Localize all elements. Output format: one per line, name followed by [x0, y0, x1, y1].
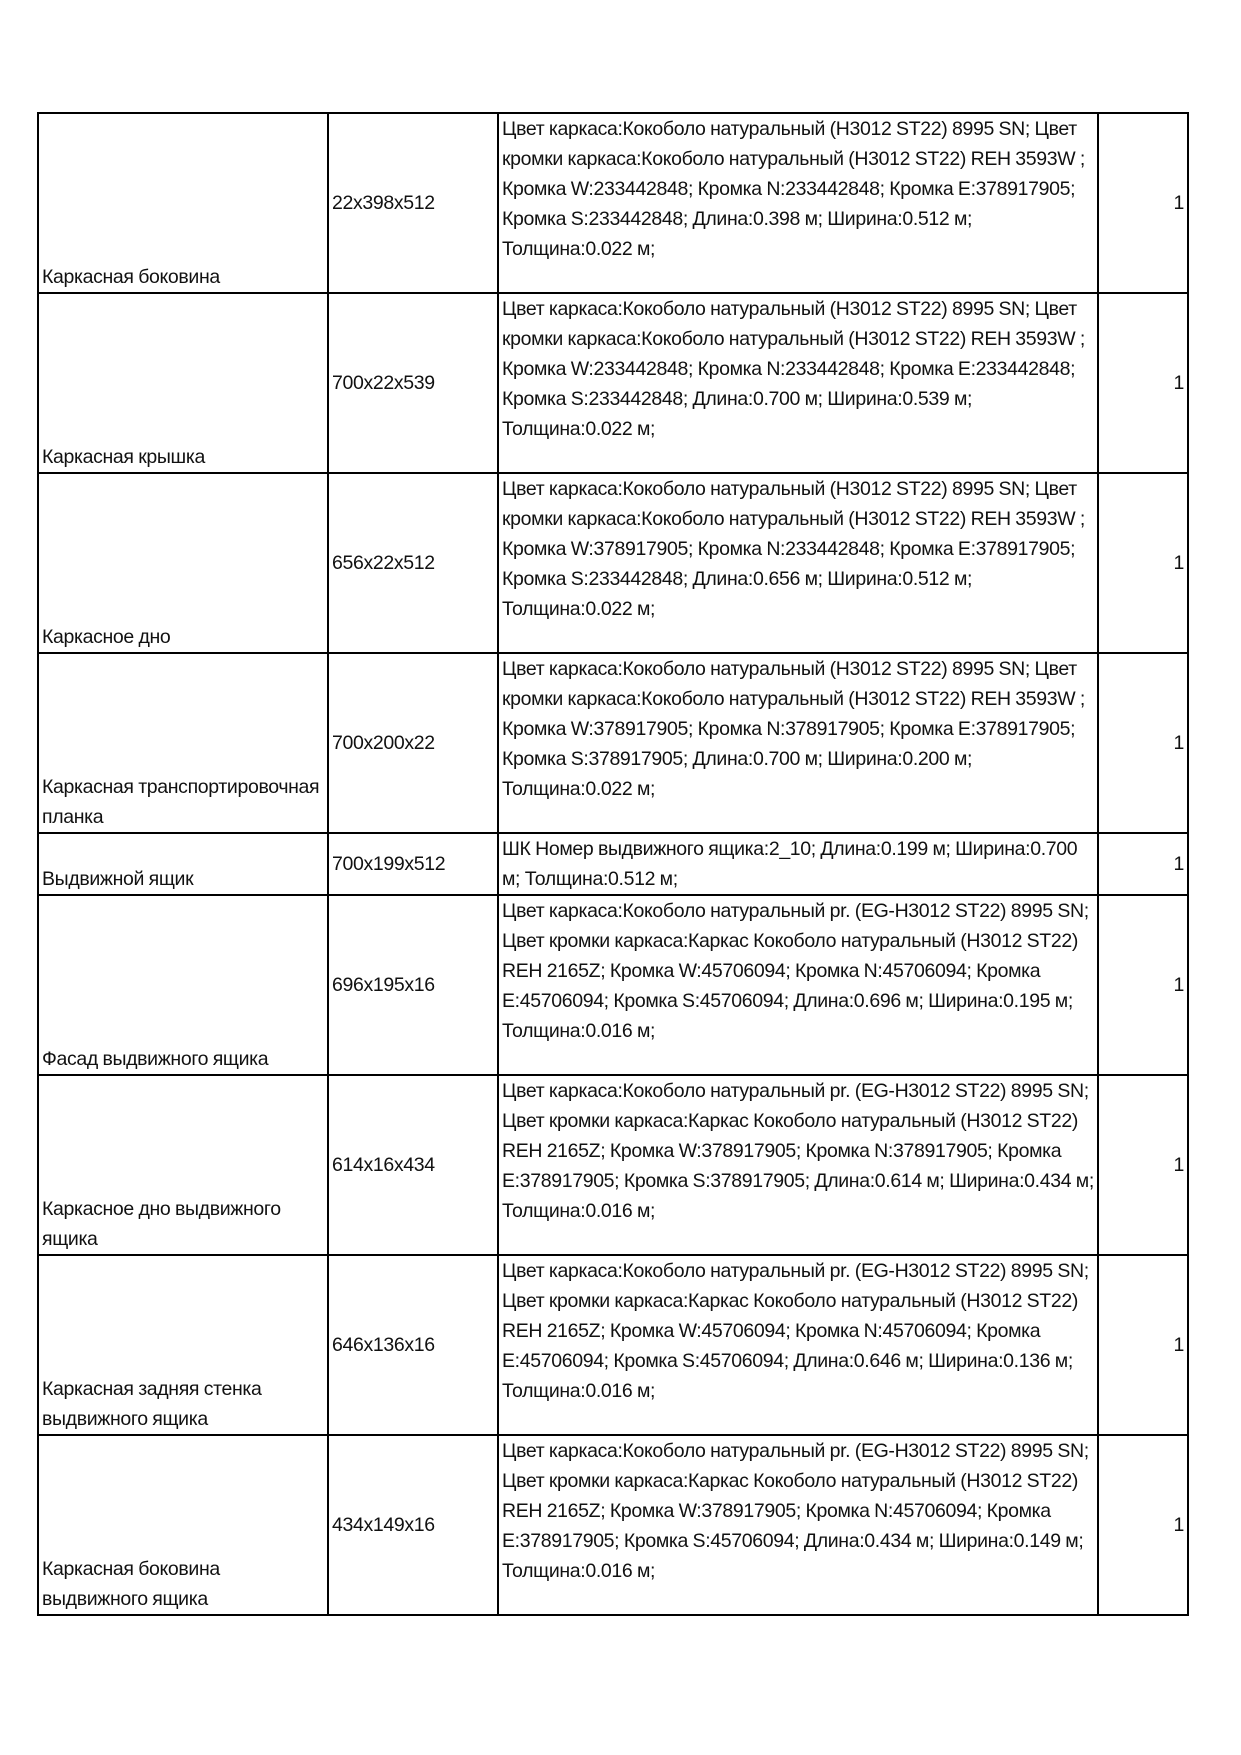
part-size-cell: 700x199x512 — [328, 833, 498, 895]
table-row — [38, 293, 1188, 473]
table-row — [38, 895, 1188, 1075]
part-size-cell: 614x16x434 — [328, 1075, 498, 1255]
part-name-cell: Выдвижной ящик — [38, 833, 328, 895]
part-name-cell: Каркасная транспортировочная планка — [38, 653, 328, 833]
part-quantity-cell: 1 — [1098, 293, 1188, 473]
part-quantity-cell: 1 — [1098, 1255, 1188, 1435]
part-quantity-cell: 1 — [1098, 113, 1188, 293]
part-name-cell: Каркасная крышка — [38, 293, 328, 473]
part-description-cell: Цвет каркаса:Кокоболо натуральный pr. (EG-H3012 ST22) 8995 SN; Цвет кромки каркаса:Каркас Кокоболо натуральный (H3012 ST22) REH 2165Z; Кромка W:378917905; Кромка N:378917905; Кромка E:378917905; Кромка S:378917905; Длина:0.614 м; Ширина:0.434 м; Толщина:0.016 м; — [498, 1075, 1098, 1255]
part-size-cell: 700x200x22 — [328, 653, 498, 833]
part-description-cell: Цвет каркаса:Кокоболо натуральный pr. (EG-H3012 ST22) 8995 SN; Цвет кромки каркаса:Каркас Кокоболо натуральный (H3012 ST22) REH 2165Z; Кромка W:378917905; Кромка N:45706094; Кромка E:378917905; Кромка S:45706094; Длина:0.434 м; Ширина:0.149 м; Толщина:0.016 м; — [498, 1435, 1098, 1615]
parts-specification-table — [37, 112, 1189, 1616]
part-name-cell: Каркасная боковина — [38, 113, 328, 293]
table-row — [38, 653, 1188, 833]
part-size-cell: 696x195x16 — [328, 895, 498, 1075]
part-description-cell: Цвет каркаса:Кокоболо натуральный pr. (EG-H3012 ST22) 8995 SN; Цвет кромки каркаса:Каркас Кокоболо натуральный (H3012 ST22) REH 2165Z; Кромка W:45706094; Кромка N:45706094; Кромка E:45706094; Кромка S:45706094; Длина:0.696 м; Ширина:0.195 м; Толщина:0.016 м; — [498, 895, 1098, 1075]
part-description-cell: Цвет каркаса:Кокоболо натуральный (H3012 ST22) 8995 SN; Цвет кромки каркаса:Кокоболо натуральный (H3012 ST22) REH 3593W ; Кромка W:233442848; Кромка N:233442848; Кромка E:378917905; Кромка S:233442848; Длина:0.398 м; Ширина:0.512 м; Толщина:0.022 м; — [498, 113, 1098, 293]
part-size-cell: 646x136x16 — [328, 1255, 498, 1435]
table-row — [38, 1075, 1188, 1255]
part-size-cell: 22x398x512 — [328, 113, 498, 293]
part-quantity-cell: 1 — [1098, 1435, 1188, 1615]
part-quantity-cell: 1 — [1098, 833, 1188, 895]
part-quantity-cell: 1 — [1098, 653, 1188, 833]
part-description-cell: Цвет каркаса:Кокоболо натуральный (H3012 ST22) 8995 SN; Цвет кромки каркаса:Кокоболо натуральный (H3012 ST22) REH 3593W ; Кромка W:233442848; Кромка N:233442848; Кромка E:233442848; Кромка S:233442848; Длина:0.700 м; Ширина:0.539 м; Толщина:0.022 м; — [498, 293, 1098, 473]
part-name-cell: Каркасное дно выдвижного ящика — [38, 1075, 328, 1255]
table-row — [38, 1255, 1188, 1435]
table-row — [38, 833, 1188, 895]
part-size-cell: 700x22x539 — [328, 293, 498, 473]
part-name-cell: Каркасная задняя стенка выдвижного ящика — [38, 1255, 328, 1435]
part-quantity-cell: 1 — [1098, 895, 1188, 1075]
part-name-cell: Каркасное дно — [38, 473, 328, 653]
part-description-cell: Цвет каркаса:Кокоболо натуральный pr. (EG-H3012 ST22) 8995 SN; Цвет кромки каркаса:Каркас Кокоболо натуральный (H3012 ST22) REH 2165Z; Кромка W:45706094; Кромка N:45706094; Кромка E:45706094; Кромка S:45706094; Длина:0.646 м; Ширина:0.136 м; Толщина:0.016 м; — [498, 1255, 1098, 1435]
part-quantity-cell: 1 — [1098, 473, 1188, 653]
part-quantity-cell: 1 — [1098, 1075, 1188, 1255]
part-size-cell: 434x149x16 — [328, 1435, 498, 1615]
table-row — [38, 1435, 1188, 1615]
table-row — [38, 473, 1188, 653]
table-row — [38, 113, 1188, 293]
part-size-cell: 656x22x512 — [328, 473, 498, 653]
document-page — [37, 112, 1187, 1616]
part-description-cell: ШК Номер выдвижного ящика:2_10; Длина:0.199 м; Ширина:0.700 м; Толщина:0.512 м; — [498, 833, 1098, 895]
part-description-cell: Цвет каркаса:Кокоболо натуральный (H3012 ST22) 8995 SN; Цвет кромки каркаса:Кокоболо натуральный (H3012 ST22) REH 3593W ; Кромка W:378917905; Кромка N:378917905; Кромка E:378917905; Кромка S:378917905; Длина:0.700 м; Ширина:0.200 м; Толщина:0.022 м; — [498, 653, 1098, 833]
part-name-cell: Фасад выдвижного ящика — [38, 895, 328, 1075]
part-description-cell: Цвет каркаса:Кокоболо натуральный (H3012 ST22) 8995 SN; Цвет кромки каркаса:Кокоболо натуральный (H3012 ST22) REH 3593W ; Кромка W:378917905; Кромка N:233442848; Кромка E:378917905; Кромка S:233442848; Длина:0.656 м; Ширина:0.512 м; Толщина:0.022 м; — [498, 473, 1098, 653]
part-name-cell: Каркасная боковина выдвижного ящика — [38, 1435, 328, 1615]
